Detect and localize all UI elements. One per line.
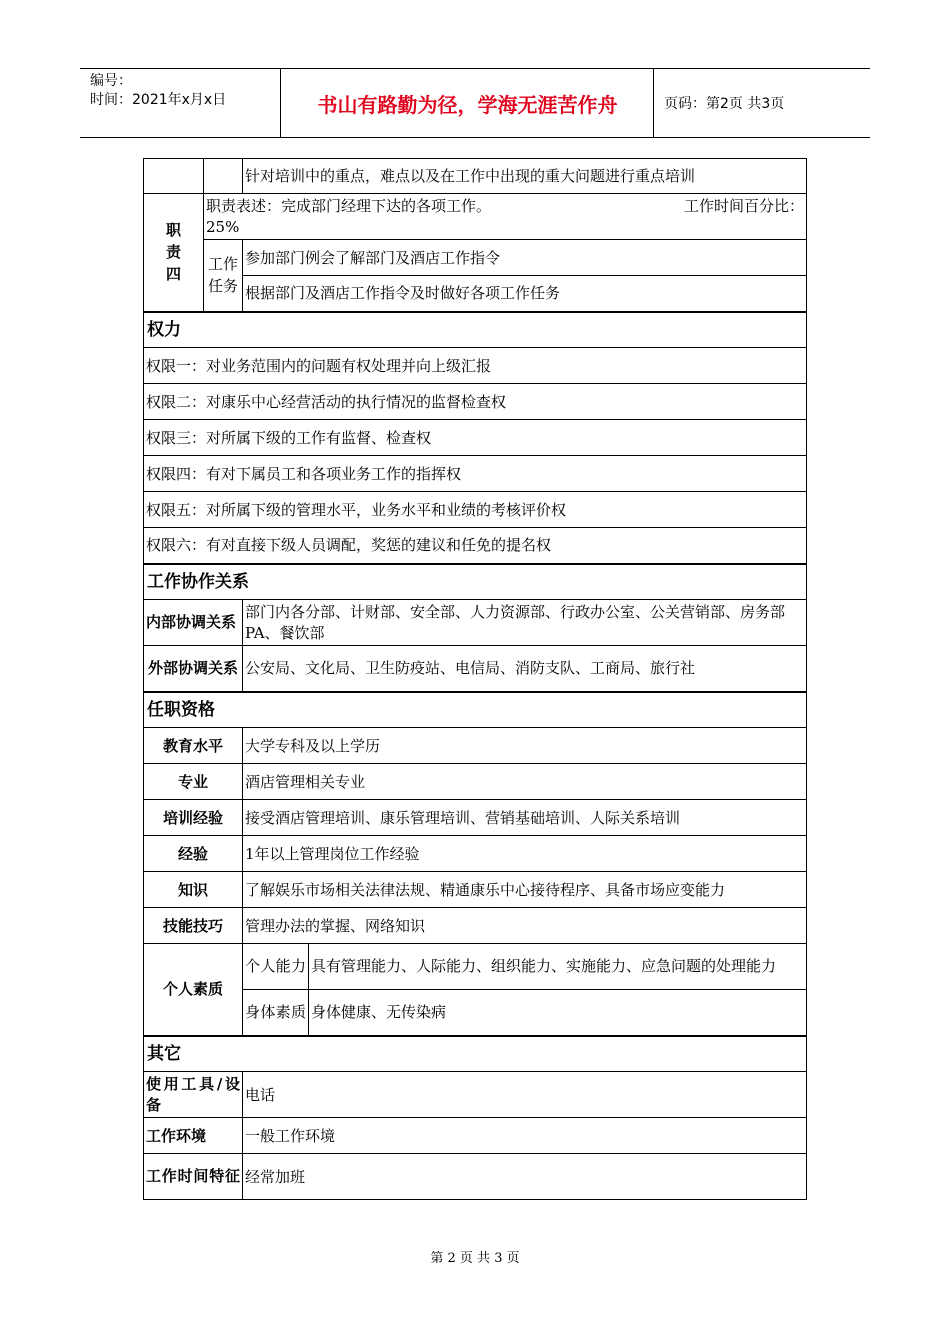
other-label: 工作时间特征 [144, 1154, 243, 1200]
authority-row [144, 384, 807, 420]
authority-row [144, 528, 807, 564]
qualification-label: 培训经验 [144, 800, 243, 836]
authority-row [144, 492, 807, 528]
header-motto: 书山有路勤为径，学海无涯苦作舟 [282, 69, 654, 137]
personal-ability-row [144, 944, 807, 990]
other-title: 其它 [144, 1036, 807, 1072]
duty4-statement: 职责表述：完成部门经理下达的各项工作。 工作时间百分比： 25% [204, 194, 807, 240]
authority-header-row [144, 312, 807, 348]
qualification-row [144, 764, 807, 800]
personal-quality-label: 个人素质 [144, 944, 243, 1036]
authority-row [144, 348, 807, 384]
qualification-value: 酒店管理相关专业 [243, 764, 807, 800]
duty4-statement-row [144, 194, 807, 240]
other-row [144, 1072, 807, 1118]
other-value: 经常加班 [243, 1154, 807, 1200]
qualification-value: 了解娱乐市场相关法律法规、精通康乐中心接待程序、具备市场应变能力 [243, 872, 807, 908]
page-footer: 第 2 页 共 3 页 [430, 1251, 520, 1266]
qualification-label: 知识 [144, 872, 243, 908]
duty4-tasks-label: 工作 任务 [204, 240, 243, 312]
page-header [80, 68, 870, 138]
external-relations-value: 公安局、文化局、卫生防疫站、电信局、消防支队、工商局、旅行社 [243, 646, 807, 692]
other-value: 电话 [243, 1072, 807, 1118]
duty4-task-row [144, 240, 807, 276]
authority-item: 权限五：对所属下级的管理水平，业务水平和业绩的考核评价权 [144, 492, 807, 528]
duty3-training-text: 针对培训中的重点，难点以及在工作中出现的重大问题进行重点培训 [243, 159, 807, 194]
qualification-label: 教育水平 [144, 728, 243, 764]
duty3-last-row [144, 159, 807, 194]
internal-relations-label: 内部协调关系 [144, 600, 243, 646]
other-label: 工作环境 [144, 1118, 243, 1154]
ability-value: 具有管理能力、人际能力、组织能力、实施能力、应急问题的处理能力 [309, 944, 807, 990]
job-description-table [143, 158, 807, 1200]
qualification-value: 1年以上管理岗位工作经验 [243, 836, 807, 872]
external-relations-row [144, 646, 807, 692]
other-label: 使用工具/设备 [144, 1072, 243, 1118]
internal-relations-value: 部门内各分部、计财部、安全部、人力资源部、行政办公室、公关营销部、房务部PA、餐饮部 [243, 600, 807, 646]
duty4-label: 职 责 四 [144, 194, 204, 312]
qualification-row [144, 728, 807, 764]
authority-item: 权限三：对所属下级的工作有监督、检查权 [144, 420, 807, 456]
duty4-task: 根据部门及酒店工作指令及时做好各项工作任务 [243, 276, 807, 312]
qualification-header-row [144, 692, 807, 728]
qualification-label: 经验 [144, 836, 243, 872]
physical-value: 身体健康、无传染病 [309, 990, 807, 1036]
duty4-task-row [144, 276, 807, 312]
ability-label: 个人能力 [243, 944, 309, 990]
relations-title: 工作协作关系 [144, 564, 807, 600]
authority-row [144, 420, 807, 456]
other-value: 一般工作环境 [243, 1118, 807, 1154]
authority-item: 权限四：有对下属员工和各项业务工作的指挥权 [144, 456, 807, 492]
external-relations-label: 外部协调关系 [144, 646, 243, 692]
qualification-row [144, 872, 807, 908]
other-row [144, 1154, 807, 1200]
qualification-label: 专业 [144, 764, 243, 800]
other-header-row [144, 1036, 807, 1072]
qualification-value: 接受酒店管理培训、康乐管理培训、营销基础培训、人际关系培训 [243, 800, 807, 836]
qualification-label: 技能技巧 [144, 908, 243, 944]
duty4-task: 参加部门例会了解部门及酒店工作指令 [243, 240, 807, 276]
physical-label: 身体素质 [243, 990, 309, 1036]
physical-quality-row [144, 990, 807, 1036]
qualification-value: 大学专科及以上学历 [243, 728, 807, 764]
qualification-row [144, 908, 807, 944]
qualification-value: 管理办法的掌握、网络知识 [243, 908, 807, 944]
duty4-time-pct: 25% [206, 217, 240, 236]
authority-row [144, 456, 807, 492]
authority-item: 权限二：对康乐中心经营活动的执行情况的监督检查权 [144, 384, 807, 420]
number-label: 编号： [90, 73, 132, 89]
qualification-row [144, 800, 807, 836]
internal-relations-row [144, 600, 807, 646]
header-meta [80, 69, 281, 137]
other-row [144, 1118, 807, 1154]
header-page-info: 页码：第2页 共3页 [664, 96, 785, 112]
authority-item: 权限一：对业务范围内的问题有权处理并向上级汇报 [144, 348, 807, 384]
authority-item: 权限六：有对直接下级人员调配，奖惩的建议和任免的提名权 [144, 528, 807, 564]
qualification-title: 任职资格 [144, 692, 807, 728]
authority-title: 权力 [144, 312, 807, 348]
time-label: 时间：2021年x月x日 [90, 92, 227, 108]
qualification-row [144, 836, 807, 872]
relations-header-row [144, 564, 807, 600]
